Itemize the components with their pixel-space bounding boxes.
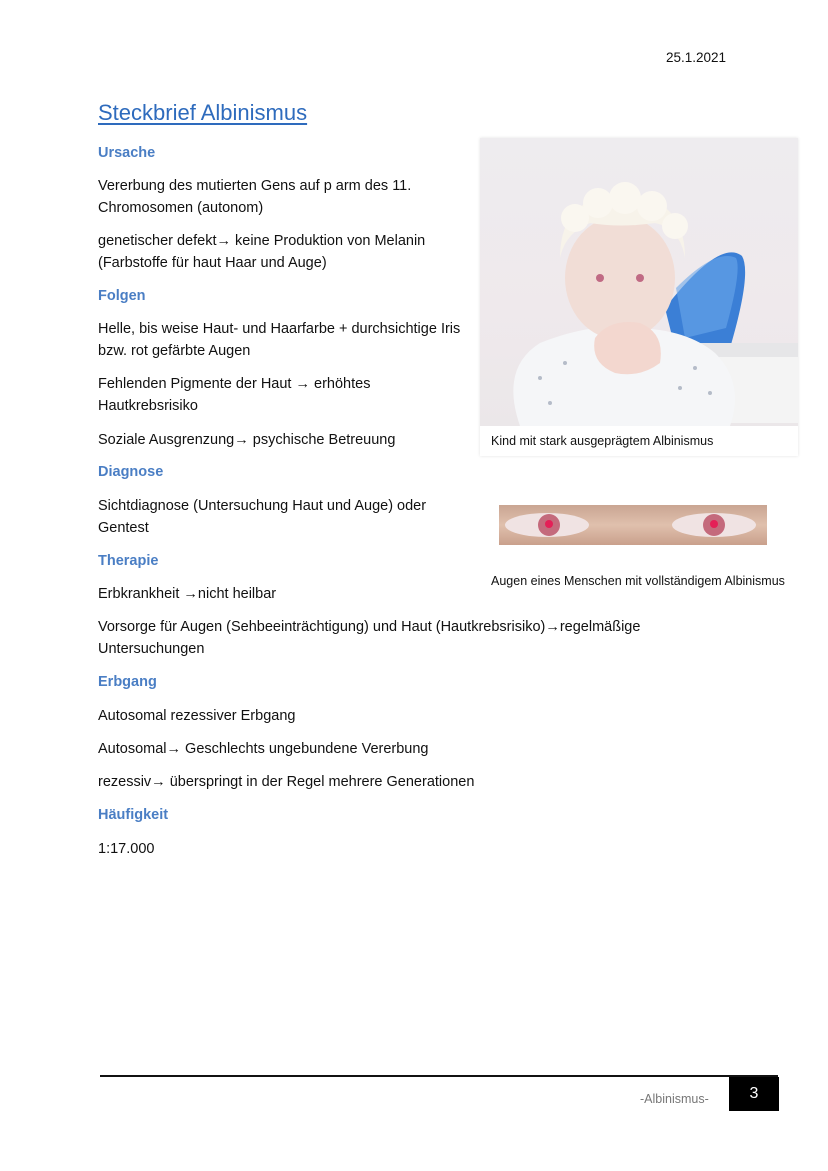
eyes-photo	[499, 505, 767, 545]
erbgang-text-1: Autosomal rezessiver Erbgang	[98, 708, 296, 724]
heading-haeufigkeit: Häufigkeit	[98, 807, 169, 823]
therapie-text-1: Erbkrankheit →nicht heilbar	[98, 586, 277, 602]
child-photo	[480, 138, 798, 426]
footer-label: -Albinismus-	[640, 1092, 709, 1106]
erbgang-text-3: rezessiv→ überspringt in der Regel mehrere Generationen	[98, 774, 475, 790]
ursache-text-1: Vererbung des mutierten Gens auf p arm des 11. Chromosomen (autonom)	[98, 178, 412, 216]
heading-therapie: Therapie	[98, 553, 159, 569]
child-figure	[480, 138, 798, 456]
heading-erbgang: Erbgang	[98, 674, 157, 690]
heading-diagnose: Diagnose	[98, 464, 164, 480]
erbgang-text-2: Autosomal→ Geschlechts ungebundene Vererbung	[98, 741, 429, 757]
diagnose-text-1: Sichtdiagnose (Untersuchung Haut und Auge) oder Gentest	[98, 498, 427, 536]
page-title: Steckbrief Albinismus	[98, 100, 308, 125]
folgen-text-3: Soziale Ausgrenzung→ psychische Betreuung	[98, 432, 396, 448]
page-number: 3	[729, 1077, 779, 1111]
ursache-text-2: genetischer defekt→ keine Produktion von Melanin (Farbstoffe für haut Haar und Auge)	[98, 233, 426, 271]
haeufigkeit-text-1: 1:17.000	[98, 841, 155, 857]
heading-ursache: Ursache	[98, 145, 156, 161]
footer-divider	[100, 1075, 778, 1077]
date: 25.1.2021	[666, 50, 727, 65]
folgen-text-2: Fehlenden Pigmente der Haut → erhöhtes Hautkrebsrisiko	[98, 376, 371, 414]
folgen-text-1: Helle, bis weise Haut- und Haarfarbe + durchsichtige Iris bzw. rot gefärbte Augen	[98, 321, 461, 359]
heading-folgen: Folgen	[98, 288, 146, 304]
eyes-caption: Augen eines Menschen mit vollständigem Albinismus	[491, 574, 785, 588]
therapie-text-2: Vorsorge für Augen (Sehbeeinträchtigung) und Haut (Hautkrebsrisiko)→regelmäßige Untersuchungen	[98, 619, 641, 657]
child-caption: Kind mit stark ausgeprägtem Albinismus	[491, 434, 714, 448]
